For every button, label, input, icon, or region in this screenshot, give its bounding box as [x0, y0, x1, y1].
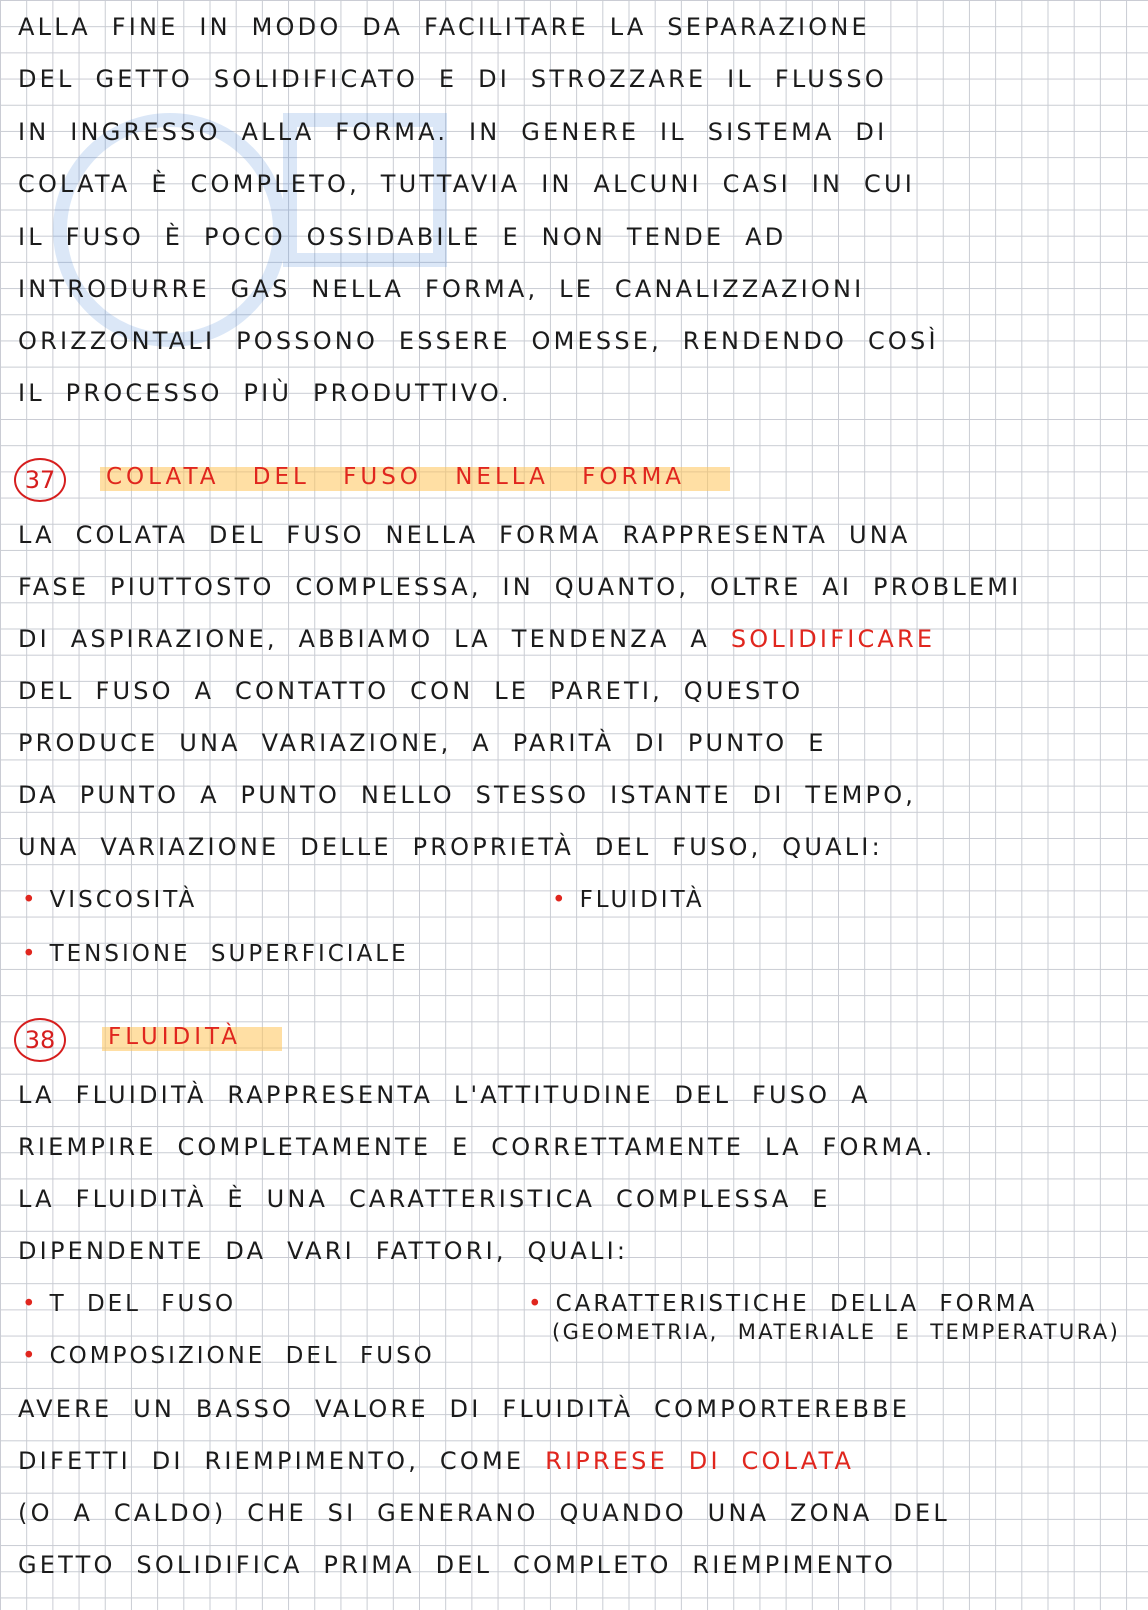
section-title: FLUIDITÀ	[108, 1024, 242, 1050]
text-line: DA PUNTO A PUNTO NELLO STESSO ISTANTE DI TEMPO,	[18, 781, 917, 809]
bullet-item	[22, 1290, 236, 1318]
bullet-text: CARATTERISTICHE DELLA FORMA	[555, 1291, 1038, 1317]
bullet-item	[528, 1290, 1037, 1318]
text-line: FASE PIUTTOSTO COMPLESSA, IN QUANTO, OLTRE AI PROBLEMI	[18, 573, 1022, 601]
section-number-badge: 38	[14, 1018, 66, 1062]
text-line: LA FLUIDITÀ RAPPRESENTA L'ATTITUDINE DEL FUSO A	[18, 1081, 871, 1109]
highlighted-term: SOLIDIFICARE	[730, 625, 936, 653]
text-line	[18, 624, 1128, 654]
section-heading-37	[14, 458, 914, 498]
bullet-item	[552, 886, 705, 914]
text-line: DEL GETTO SOLIDIFICATO E DI STROZZARE IL FLUSSO	[18, 65, 887, 93]
text-line: PRODUCE UNA VARIAZIONE, A PARITÀ DI PUNTO E	[18, 729, 827, 757]
text-line: UNA VARIAZIONE DELLE PROPRIETÀ DEL FUSO, QUALI:	[18, 833, 883, 861]
bullet-item	[22, 1342, 435, 1370]
text-line: DIPENDENTE DA VARI FATTORI, QUALI:	[18, 1237, 629, 1265]
bullet-text: FLUIDITÀ	[579, 887, 705, 913]
text-line: INTRODURRE GAS NELLA FORMA, LE CANALIZZAZIONI	[18, 275, 865, 303]
bullet-text: T DEL FUSO	[49, 1291, 237, 1317]
text-line: AVERE UN BASSO VALORE DI FLUIDITÀ COMPORTEREBBE	[18, 1395, 911, 1423]
bullet-item	[22, 940, 409, 968]
section-number-badge: 37	[14, 458, 66, 502]
bullet-dot-icon: •	[22, 887, 36, 913]
bullet-dot-icon: •	[552, 887, 566, 913]
text-segment: DIFETTI DI RIEMPIMENTO, COME	[18, 1447, 546, 1475]
text-line: DEL FUSO A CONTATTO CON LE PARETI, QUESTO	[18, 677, 804, 705]
bullet-dot-icon: •	[22, 1343, 36, 1369]
bullet-subtext: (GEOMETRIA, MATERIALE E TEMPERATURA)	[552, 1320, 1121, 1344]
text-line: ALLA FINE IN MODO DA FACILITARE LA SEPARAZIONE	[18, 13, 870, 41]
section-title: COLATA DEL FUSO NELLA FORMA	[106, 464, 686, 490]
bullet-dot-icon: •	[22, 1291, 36, 1317]
bullet-dot-icon: •	[22, 941, 36, 967]
bullet-dot-icon: •	[528, 1291, 542, 1317]
text-line: GETTO SOLIDIFICA PRIMA DEL COMPLETO RIEMPIMENTO	[18, 1551, 897, 1579]
text-line	[18, 1446, 1128, 1476]
section-heading-38	[14, 1018, 914, 1058]
highlighted-term: RIPRESE DI COLATA	[545, 1447, 855, 1475]
bullet-text: COMPOSIZIONE DEL FUSO	[49, 1343, 435, 1369]
text-line: IL PROCESSO PIÙ PRODUTTIVO.	[18, 379, 512, 407]
text-line: IL FUSO È POCO OSSIDABILE E NON TENDE AD	[18, 223, 787, 251]
text-line: IN INGRESSO ALLA FORMA. IN GENERE IL SISTEMA DI	[18, 118, 888, 146]
text-line: LA COLATA DEL FUSO NELLA FORMA RAPPRESENTA UNA	[18, 521, 911, 549]
text-segment: DI ASPIRAZIONE, ABBIAMO LA TENDENZA A	[18, 625, 731, 653]
text-line: COLATA È COMPLETO, TUTTAVIA IN ALCUNI CASI IN CUI	[18, 170, 916, 198]
bullet-text: VISCOSITÀ	[49, 887, 198, 913]
text-line: (O A CALDO) CHE SI GENERANO QUANDO UNA ZONA DEL	[18, 1499, 950, 1527]
text-line: ORIZZONTALI POSSONO ESSERE OMESSE, RENDENDO COSÌ	[18, 327, 939, 355]
bullet-item	[22, 886, 197, 914]
text-line: RIEMPIRE COMPLETAMENTE E CORRETTAMENTE LA FORMA.	[18, 1133, 936, 1161]
bullet-text: TENSIONE SUPERFICIALE	[49, 941, 409, 967]
text-line: LA FLUIDITÀ È UNA CARATTERISTICA COMPLESSA E	[18, 1185, 831, 1213]
